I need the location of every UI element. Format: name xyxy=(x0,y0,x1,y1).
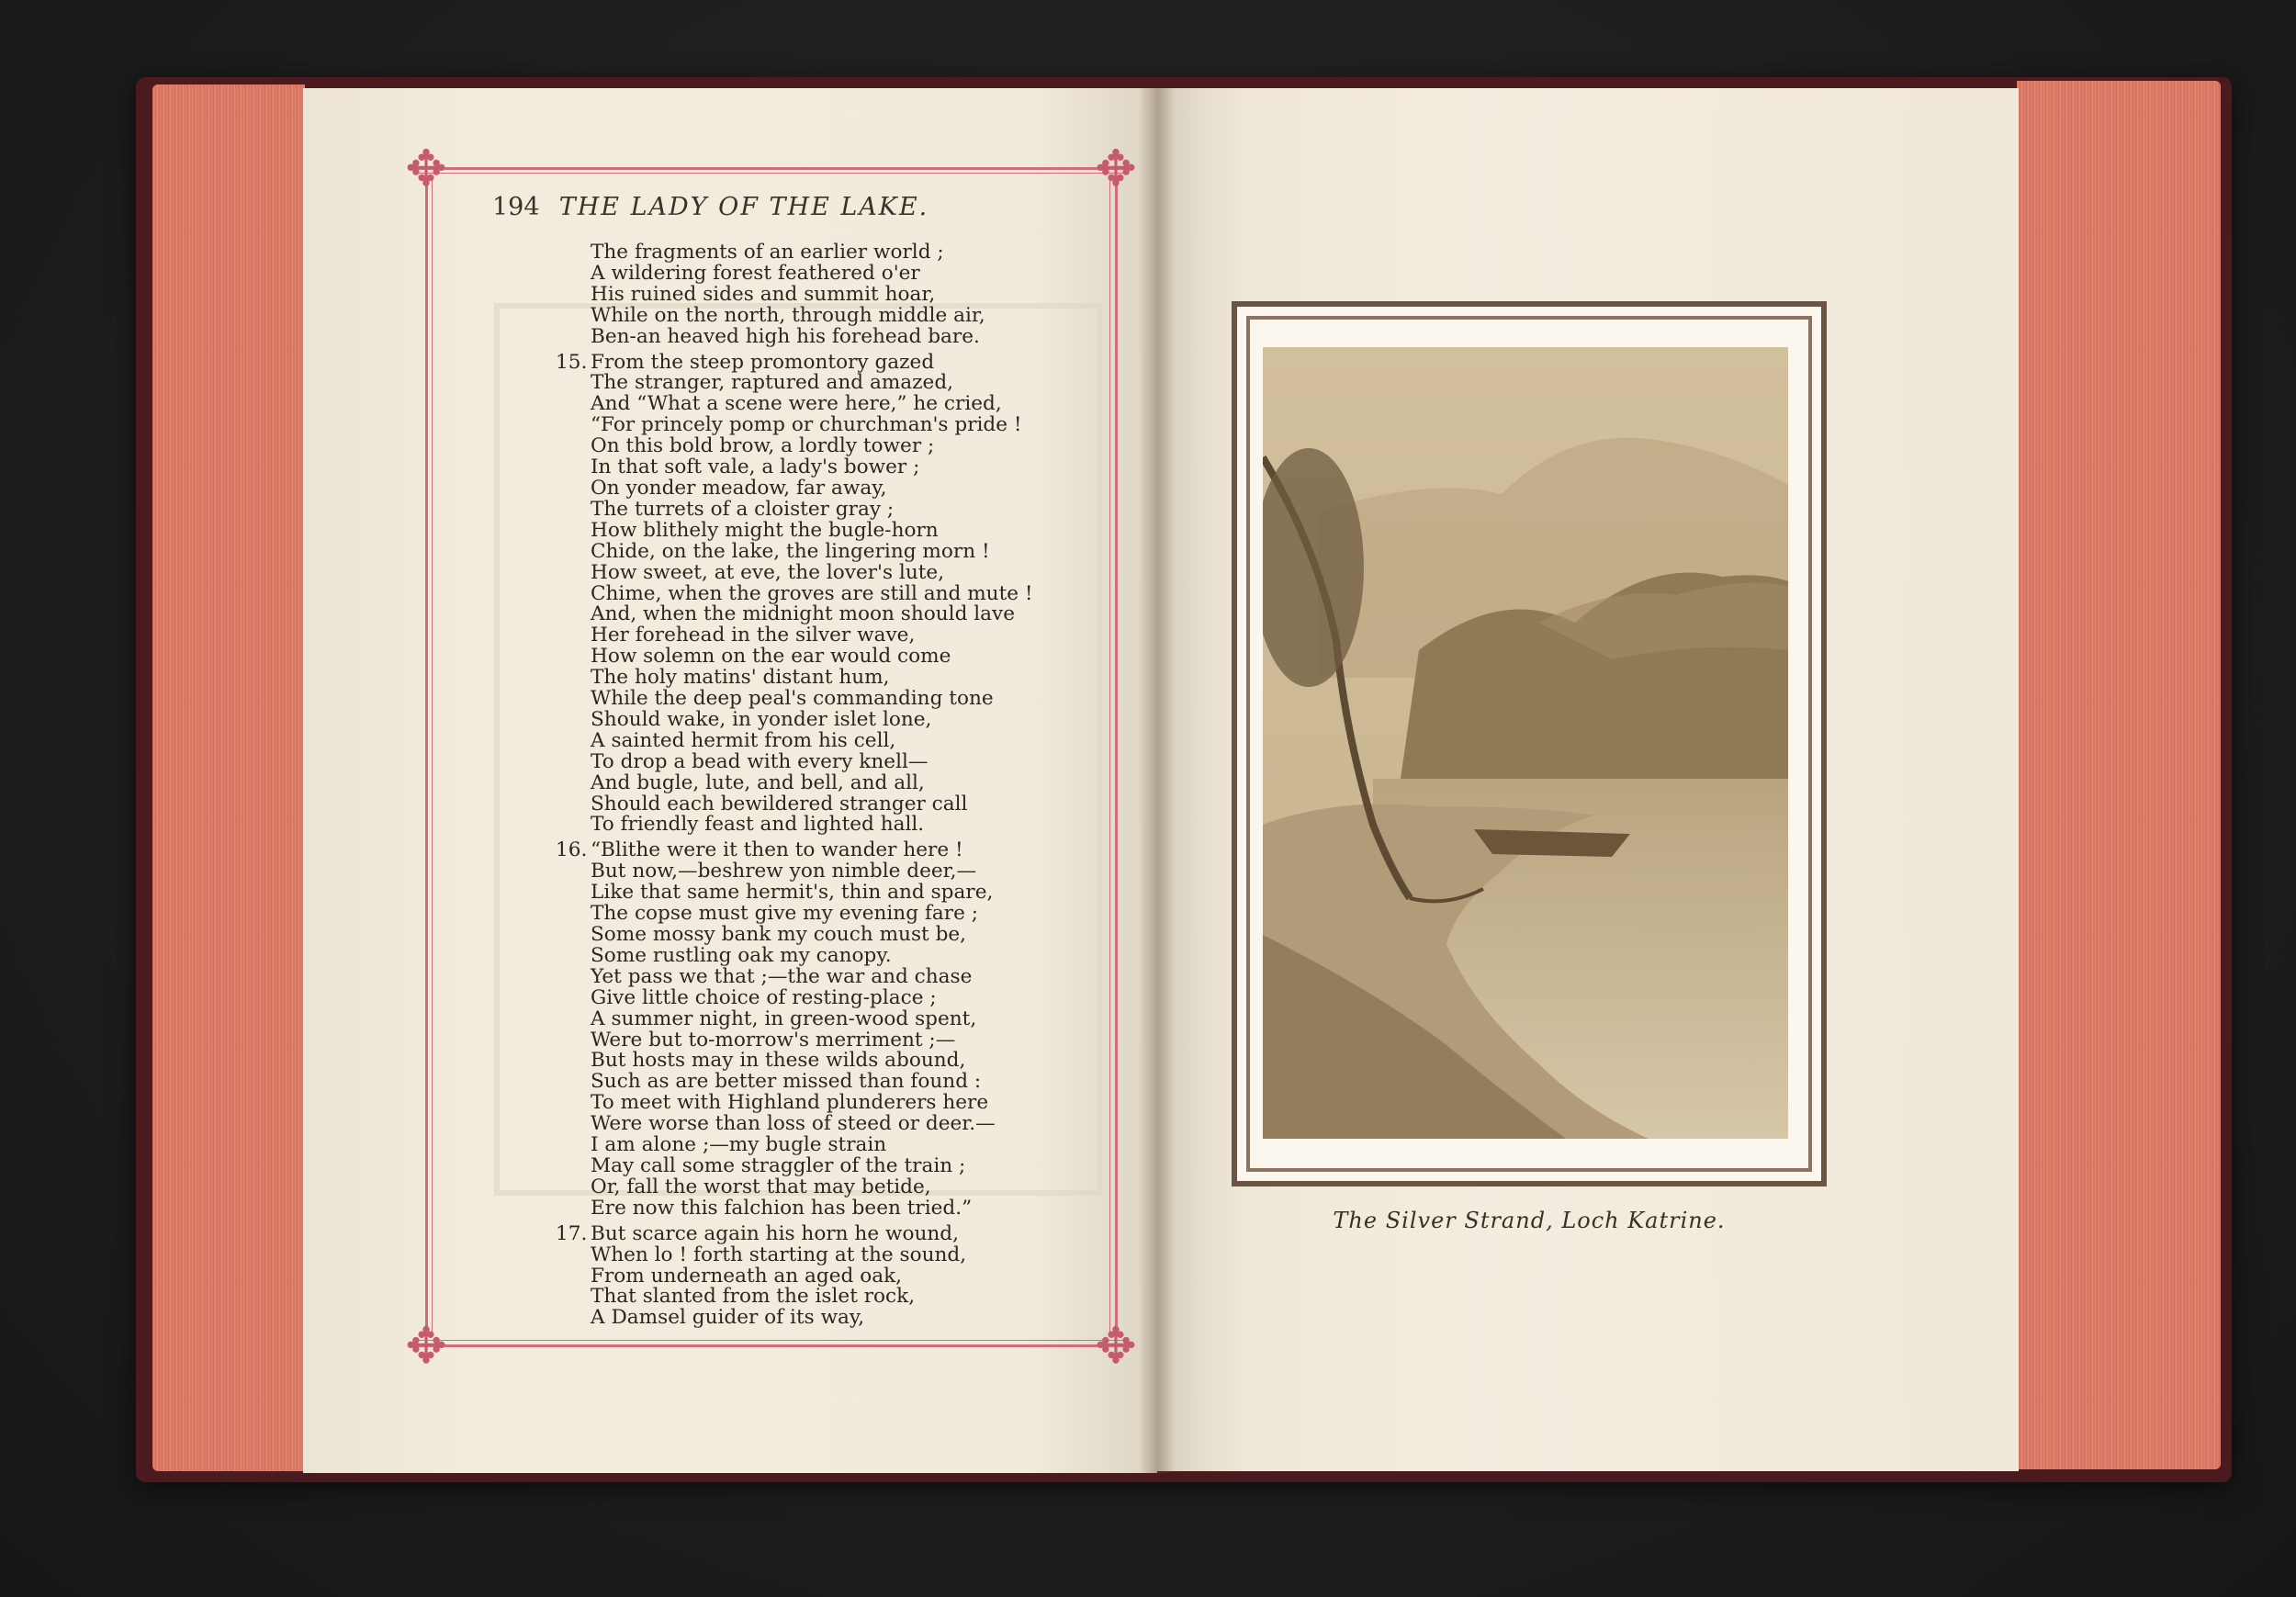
poem-line: And bugle, lute, and bell, and all, xyxy=(591,770,925,794)
poem-line: But now,—beshrew yon nimble deer,— xyxy=(591,860,977,883)
frame-left-line xyxy=(425,180,428,1335)
poem-line: May call some straggler of the train ; xyxy=(591,1153,966,1177)
cross-ornament-icon: ✥ xyxy=(405,140,447,197)
poem-line: While on the north, through middle air, xyxy=(591,303,985,327)
stanza xyxy=(556,838,1105,1220)
frame-right-line-inner xyxy=(1109,180,1110,1335)
poem-line: Like that same hermit's, thin and spare, xyxy=(591,881,994,905)
poem-line: I am alone ;—my bugle strain xyxy=(591,1133,887,1157)
poem-line: To meet with Highland plunderers here xyxy=(591,1091,989,1115)
stanza xyxy=(591,242,1105,348)
poem-line: A summer night, in green-wood spent, xyxy=(591,1007,977,1030)
poem-line: That slanted from the islet rock, xyxy=(591,1285,916,1309)
rowing-boat xyxy=(1474,829,1630,857)
poem-line: The copse must give my evening fare ; xyxy=(591,902,978,926)
poem-line: The fragments of an earlier world ; xyxy=(591,241,944,264)
poem-line: How solemn on the ear would come xyxy=(591,645,951,669)
page-number: 194 xyxy=(492,193,540,221)
poem-line: Should wake, in yonder islet lone, xyxy=(591,707,932,731)
photo-scene xyxy=(1263,347,1788,1139)
poem-line: The stranger, raptured and amazed, xyxy=(591,371,954,395)
poem-line: His ruined sides and summit hoar, xyxy=(591,282,936,306)
poem-line: In that soft vale, a lady's bower ; xyxy=(591,455,920,479)
poem-line: How sweet, at eve, the lover's lute, xyxy=(591,560,945,584)
poem-line: Ere now this falchion has been tried.” xyxy=(591,1196,973,1220)
cross-ornament-icon: ✥ xyxy=(405,1317,447,1375)
poem-line: But hosts may in these wilds abound, xyxy=(591,1049,966,1073)
poem-line: The holy matins' distant hum, xyxy=(591,666,890,690)
poem-line: A Damsel guider of its way, xyxy=(591,1306,865,1330)
poem-line: On yonder meadow, far away, xyxy=(591,476,887,500)
poem-line: And “What a scene were here,” he cried, xyxy=(591,392,1002,416)
frame-right-line xyxy=(1115,180,1118,1335)
left-fore-edge xyxy=(152,84,305,1471)
stanza-number: 15. xyxy=(556,350,588,374)
frame-top-line-inner xyxy=(415,173,1124,174)
poem-line: Give little choice of resting-place ; xyxy=(591,985,937,1009)
poem-line: To friendly feast and lighted hall. xyxy=(591,813,925,837)
poem-line: Or, fall the worst that may betide, xyxy=(591,1175,931,1198)
stanza xyxy=(556,350,1105,837)
poem-line: “Blithe were it then to wander here ! xyxy=(591,838,963,862)
poem-line: “For princely pomp or churchman's pride ! xyxy=(591,413,1022,437)
poem-line: Were but to-morrow's merriment ;— xyxy=(591,1028,956,1052)
poem-line: Yet pass we that ;—the war and chase xyxy=(591,964,973,988)
poem-line: When lo ! forth starting at the sound, xyxy=(591,1243,967,1266)
poem-line: Such as are better missed than found : xyxy=(591,1070,982,1094)
poem-line: Should each bewildered stranger call xyxy=(591,792,968,815)
poem-line: And, when the midnight moon should lave xyxy=(591,602,1016,626)
plate-caption: The Silver Strand, Loch Katrine. xyxy=(1333,1208,1726,1233)
poem-text xyxy=(556,241,1105,1330)
stanza xyxy=(556,1221,1105,1330)
frame-left-line-inner xyxy=(432,180,433,1335)
book-gutter xyxy=(1139,88,1176,1473)
poem-line: While the deep peal's commanding tone xyxy=(591,687,994,711)
running-head: THE LADY OF THE LAKE. xyxy=(558,193,929,221)
cross-ornament-icon: ✥ xyxy=(1095,1317,1137,1375)
poem-line: Were worse than loss of steed or deer.— xyxy=(591,1112,996,1136)
frame-bottom-line xyxy=(415,1344,1124,1347)
poem-line: But scarce again his horn he wound, xyxy=(591,1221,959,1245)
poem-line: Her forehead in the silver wave, xyxy=(591,624,916,647)
frame-top-line xyxy=(415,167,1124,170)
poem-line: How blithely might the bugle-horn xyxy=(591,518,939,542)
frame-bottom-line-inner xyxy=(415,1340,1124,1341)
poem-line: To drop a bead with every knell— xyxy=(591,749,929,773)
poem-line: Chide, on the lake, the lingering morn ! xyxy=(591,539,990,563)
poem-line: Some rustling oak my canopy. xyxy=(591,943,892,967)
poem-line: The turrets of a cloister gray ; xyxy=(591,497,895,521)
poem-line: A wildering forest feathered o'er xyxy=(591,261,920,285)
poem-line: Chime, when the groves are still and mute ! xyxy=(591,581,1033,605)
poem-line: Ben-an heaved high his forehead bare. xyxy=(591,324,980,348)
stanza-number: 16. xyxy=(556,838,588,862)
poem-line: Some mossy bank my couch must be, xyxy=(591,923,967,946)
poem-line: From underneath an aged oak, xyxy=(591,1264,903,1288)
poem-line: From the steep promontory gazed xyxy=(591,350,935,374)
cross-ornament-icon: ✥ xyxy=(1095,140,1137,197)
poem-line: On this bold brow, a lordly tower ; xyxy=(591,434,935,458)
poem-line: A sainted hermit from his cell, xyxy=(591,728,896,752)
landscape-photograph xyxy=(1263,347,1788,1139)
right-fore-edge xyxy=(2017,81,2221,1469)
stanza-number: 17. xyxy=(556,1221,588,1245)
